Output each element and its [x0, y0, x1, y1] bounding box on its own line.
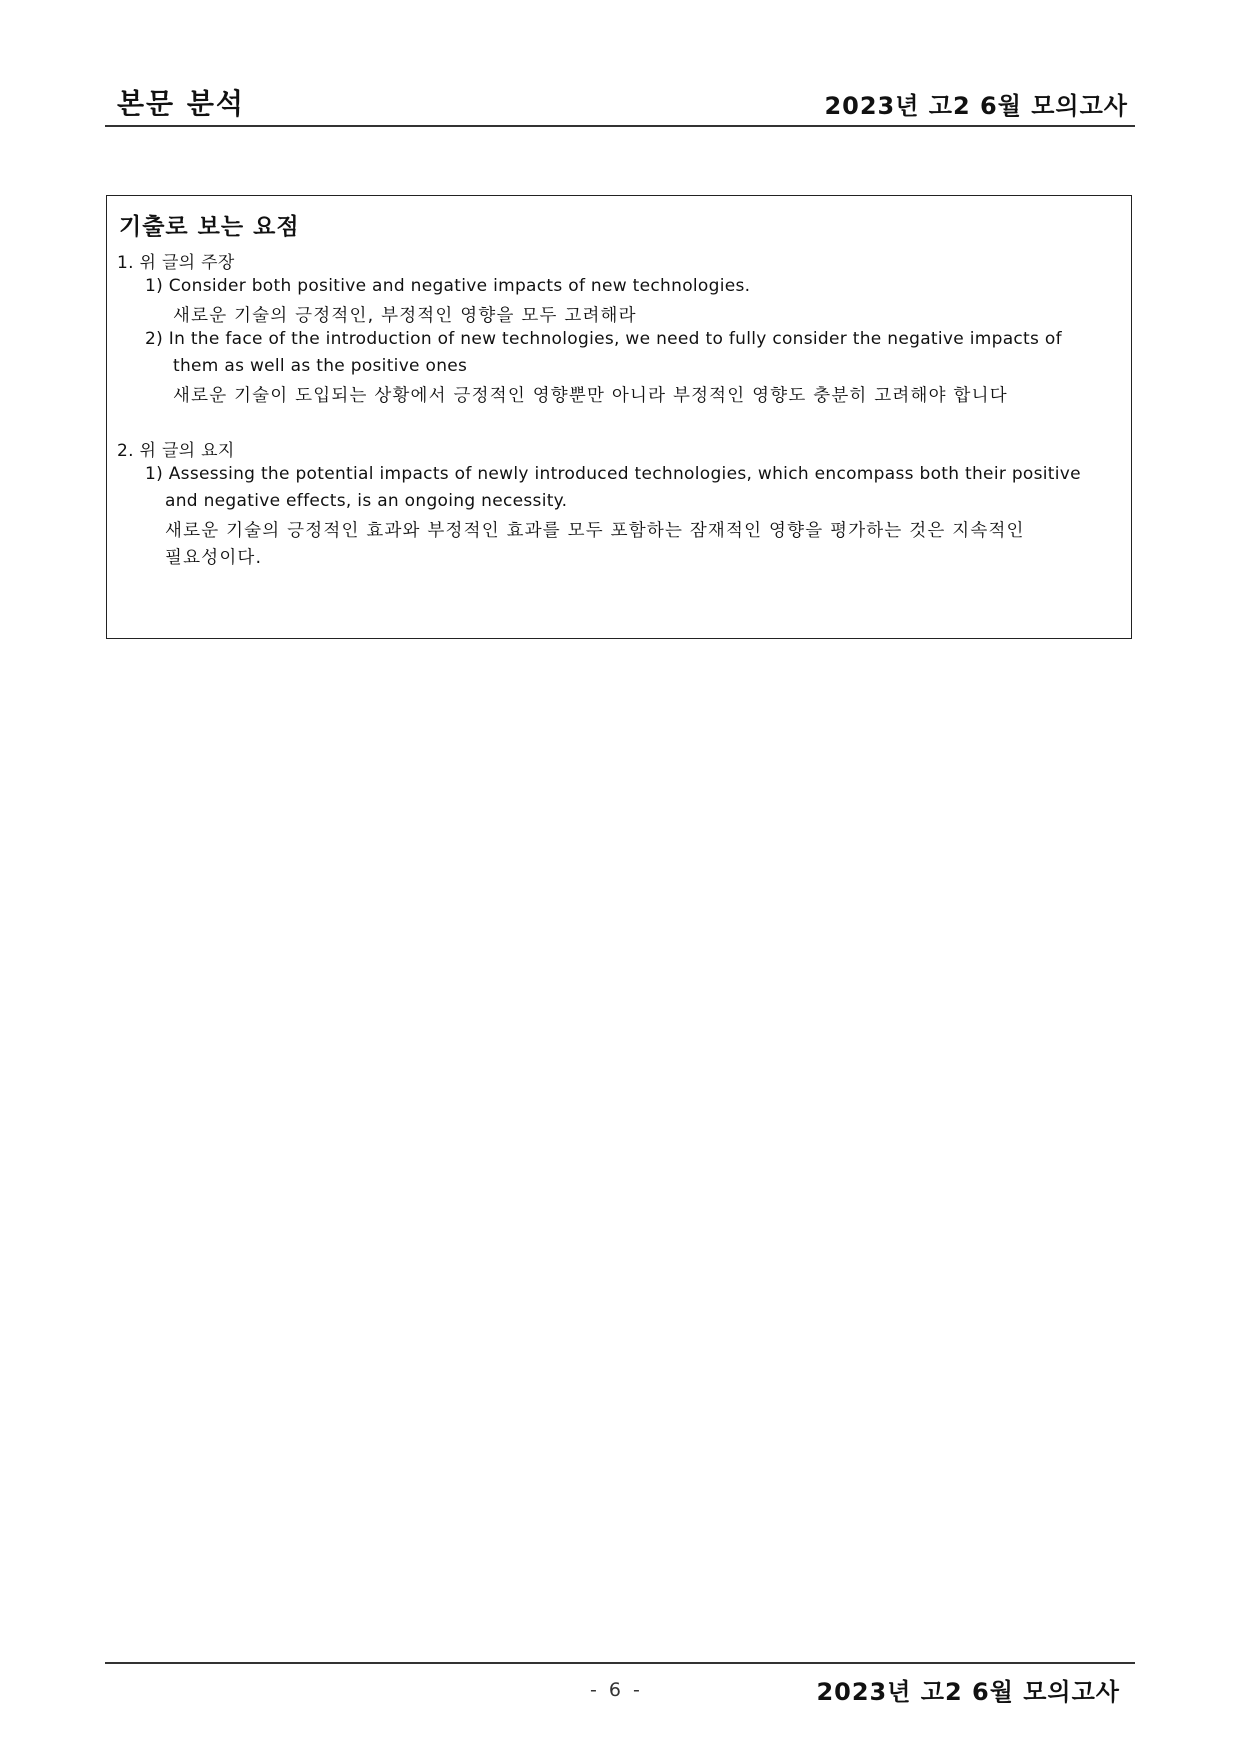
- footer-divider: [105, 1662, 1135, 1664]
- section-2-heading: 2. 위 글의 요지: [117, 441, 235, 461]
- header-section-title: 본문 분석: [117, 87, 245, 120]
- gist-1-english-line1: 1) Assessing the potential impacts of newly introduced technologies, which encompass both their positive: [145, 464, 1081, 484]
- box-title: 기출로 보는 요점: [119, 214, 300, 240]
- claim-2-korean: 새로운 기술이 도입되는 상황에서 긍정적인 영향뿐만 아니라 부정적인 영향도 충분히 고려해야 합니다: [173, 386, 1008, 406]
- footer-exam-title: 2023년 고2 6월 모의고사: [816, 1678, 1120, 1706]
- claim-1-korean: 새로운 기술의 긍정적인, 부정적인 영향을 모두 고려해라: [173, 306, 637, 326]
- claim-2-english-line1: 2) In the face of the introduction of new technologies, we need to fully consider the negative impacts of: [145, 329, 1062, 349]
- header-divider: [105, 125, 1135, 127]
- claim-1-english: 1) Consider both positive and negative impacts of new technologies.: [145, 276, 751, 296]
- gist-1-korean-line1: 새로운 기술의 긍정적인 효과와 부정적인 효과를 모두 포함하는 잠재적인 영향을 평가하는 것은 지속적인: [165, 521, 1025, 541]
- gist-1-korean-line2: 필요성이다.: [165, 548, 263, 568]
- claim-2-english-line2: them as well as the positive ones: [173, 356, 468, 376]
- page-number: - 6 -: [590, 1679, 643, 1701]
- gist-1-english-line2: and negative effects, is an ongoing necessity.: [165, 491, 568, 511]
- key-points-box: [106, 195, 1132, 639]
- header-exam-title: 2023년 고2 6월 모의고사: [824, 92, 1128, 120]
- section-1-heading: 1. 위 글의 주장: [117, 253, 235, 273]
